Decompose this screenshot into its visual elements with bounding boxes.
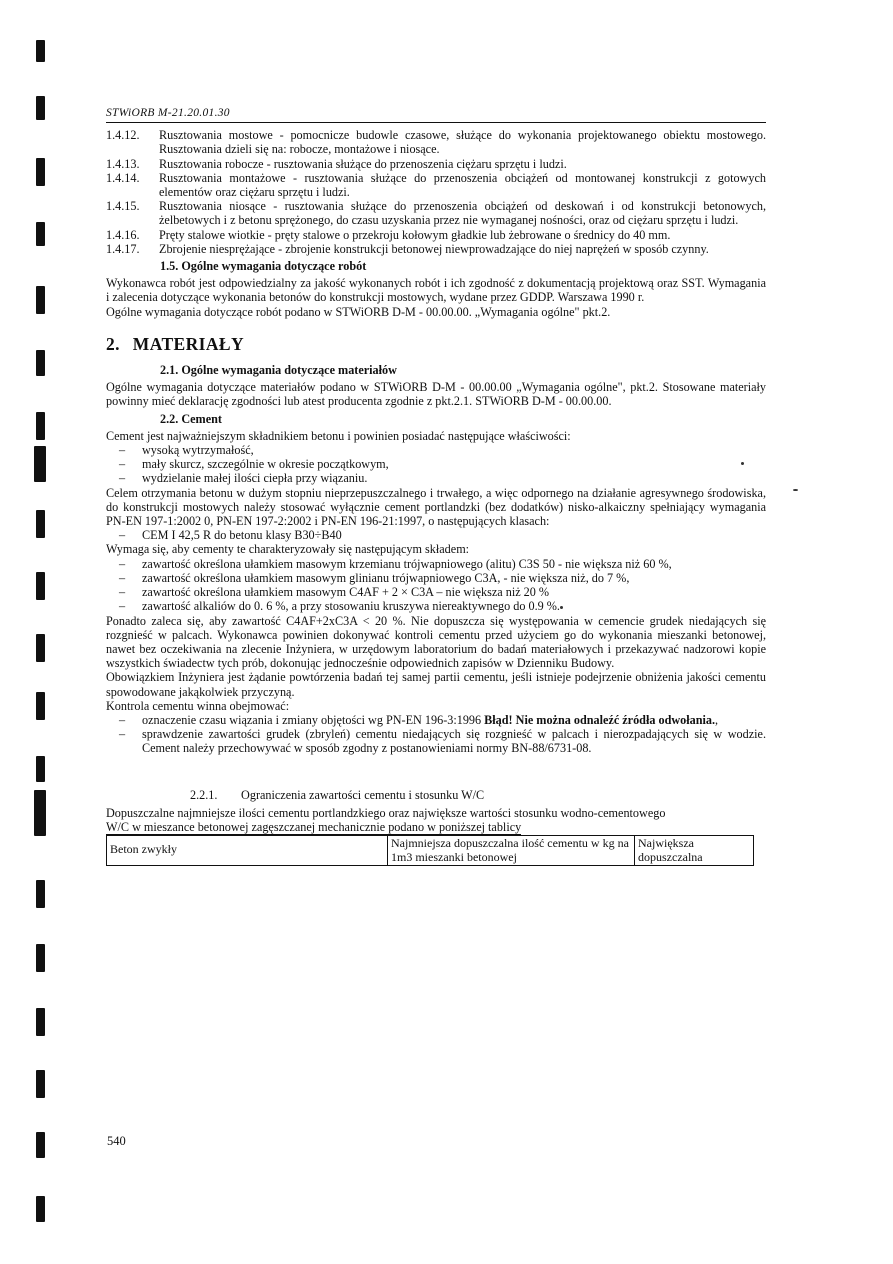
definition-text: Rusztowania montażowe - rusztowania służące do przenoszenia obciążeń od montowanej konstrukcji z gotowych elementów oraz ciężaru sprzętu i ludzi. (159, 170, 766, 200)
definition-number: 1.4.15. (106, 199, 140, 214)
paragraph: Celem otrzymania betonu w dużym stopniu nieprzepuszczalnego i trwałego, a więc odpornego na działanie agresywnego środowiska, do konstrukcji mostowych należy stosować wyłącznie cement portlandzki (bez dodatków) nisko-alkaiczny spełniający wymagania PN-EN 197-1:2002 0, PN-EN 197-2:2002 i PN-EN 196-21:1997, o następujących klasach: (106, 485, 766, 529)
paragraph: Ogólne wymagania dotyczące materiałów podano w STWiORB D-M - 00.00.00 „Wymagania ogólne", pkt.2. Stosowane materiały powinny mieć deklarację zgodności lub atest producenta zgodnie z pkt.2.1. STWiORB D-M - 00.00.00. (106, 380, 766, 409)
chapter-heading (106, 333, 766, 354)
binder-mark (36, 158, 45, 186)
definition-text: Pręty stalowe wiotkie - pręty stalowe o przekroju kołowym gładkie lub żebrowane o średnicy do 40 mm. (159, 227, 671, 242)
definition-item (106, 228, 766, 242)
paragraph: Kontrola cementu winna obejmować: (106, 698, 290, 713)
definition-number: 1.4.14. (106, 170, 140, 185)
paragraph: Ogólne wymagania dotyczące robót podano w STWiORB D-M - 00.00.00. „Wymagania ogólne" pkt.2. (106, 304, 611, 319)
page-number: 540 (107, 1134, 126, 1148)
binder-mark (36, 96, 45, 120)
property-list (106, 443, 766, 486)
list-item: – wydzielanie małej ilości ciepła przy wiązaniu. (119, 471, 368, 486)
section-heading-2-2: 2.2. Cement (160, 411, 222, 426)
binder-mark (36, 1196, 45, 1222)
table-cell: Najmniejsza dopuszczalna ilość cementu w kg na 1m3 mieszanki betonowej (388, 836, 635, 866)
paragraph: Obowiązkiem Inżyniera jest żądanie powtórzenia badań tej samej partii cementu, jeśli istnieje podejrzenie obniżenia jakości cementu spowodowane jakąkolwiek przyczyną. (106, 670, 766, 699)
list-item: – mały skurcz, szczególnie w okresie początkowym, (119, 457, 389, 472)
binder-holes (0, 0, 60, 1264)
definition-number: 1.4.12. (106, 128, 140, 143)
binder-mark (36, 40, 45, 62)
chapter-number: 2. (106, 333, 120, 354)
paragraph: Wykonawca robót jest odpowiedzialny za jakość wykonanych robót i ich zgodność z dokumentacją projektową oraz SST. Wymagania i zalecenia dotyczące wykonania betonów do konstrukcji mostowych, wydane przez GDDP. Warszawa 1990 r. (106, 276, 766, 305)
chapter-title: MATERIAŁY (132, 333, 244, 354)
paragraph: Wymaga się, aby cementy te charakteryzowały się następującym składem: (106, 542, 470, 557)
list-item: – zawartość określona ułamkiem masowym krzemianu trójwapniowego (alitu) C3S 50 - nie większa niż 60 %, (119, 556, 672, 571)
paragraph: Cement jest najważniejszym składnikiem betonu i powinien posiadać następujące właściwości: (106, 428, 571, 443)
definition-text: Rusztowania niosące - rusztowania służące do przenoszenia obciążeń od deskowań i od konstrukcji betonowych, żelbetowych i z betonu sprężonego, do czasu uzyskania przez nie wymaganej nośności, oraz od ciężaru sprzętu i ludzi. (159, 199, 766, 228)
list-item: – CEM I 42,5 R do betonu klasy B30÷B40 (119, 528, 342, 543)
definition-number: 1.4.17. (106, 241, 140, 256)
definition-number: 1.4.13. (106, 156, 140, 171)
paragraph: Ponadto zaleca się, aby zawartość C4AF+2xC3A < 20 %. Nie dopuszcza się występowania w cemencie grudek niedających się rozgnieść w palcach. Wykonawca powinien dokonywać kontroli cementu przed użyciem go do wykonania mieszanki betonowej, nawet bez oczekiwania na zlecenie Inżyniera, w urzędowym laboratorium do badań materiałowych i przekazywać nadzorowi kopie wszystkich świadectw tych prób, dokonując jednocześnie odpowiednich zapisów w Dzienniku Budowy. (106, 613, 766, 671)
scan-speck (793, 489, 798, 491)
definition-item (106, 199, 766, 227)
binder-mark (36, 412, 45, 440)
binder-mark (36, 634, 45, 662)
list-item: – zawartość określona ułamkiem masowym glinianu trójwapniowego C3A, - nie większa niż, do 7 %, (119, 570, 630, 585)
section-heading-2-1: 2.1. Ogólne wymagania dotyczące materiałów (160, 363, 397, 378)
subsection-number: 2.2.1. (190, 787, 218, 802)
document-page (106, 106, 766, 866)
section-heading-1-5: 1.5. Ogólne wymagania dotyczące robót (160, 259, 367, 274)
list-item: – sprawdzenie zawartości grudek (zbryleń) cementu niedających się rozgnieść w palcach i nierozpadających się w wodzie. Cement należy przechowywać w sposób zgodny z postanowieniami normy BN-88/6731-08. (119, 727, 766, 756)
definition-text: Rusztowania robocze - rusztowania służące do przenoszenia ciężaru sprzętu i ludzi. (159, 156, 567, 171)
definition-number: 1.4.16. (106, 227, 140, 242)
subsection-title: Ograniczenia zawartości cementu i stosunku W/C (241, 787, 485, 802)
section-heading-2-2-1 (190, 788, 766, 802)
definition-item (106, 242, 766, 256)
binder-mark (36, 510, 45, 538)
definition-item (106, 128, 766, 156)
reference-error: Błąd! Nie można odnaleźć źródła odwołania. (484, 712, 716, 727)
binder-mark (36, 692, 45, 720)
paragraph-underlined: W/C w mieszance betonowej zagęszczanej mechanicznie podano w poniższej tablicy (106, 819, 522, 834)
binder-mark (36, 944, 45, 972)
control-list (106, 713, 766, 756)
binder-mark (36, 1070, 45, 1098)
cement-class-list (106, 528, 766, 542)
binder-mark (36, 756, 45, 782)
definition-text: Rusztowania mostowe - pomocnicze budowle czasowe, służące do wykonania projektowanego obiektu mostowego. Rusztowania dzieli się na: robocze, montażowe i niosące. (159, 128, 766, 157)
table-cell: Największa dopuszczalna (635, 836, 754, 866)
binder-mark (36, 1132, 45, 1158)
list-item: – zawartość określona ułamkiem masowym C4AF + 2 × C3A – nie większa niż 20 % (119, 585, 550, 600)
definition-item (106, 157, 766, 171)
cement-limits-table (106, 835, 754, 866)
paragraph: Dopuszczalne najmniejsze ilości cementu portlandzkiego oraz największe wartości stosunku wodno-cementowego (106, 805, 666, 820)
binder-mark (36, 1008, 45, 1036)
binder-mark (36, 286, 45, 314)
definition-text: Zbrojenie niesprężające - zbrojenie konstrukcji betonowej niewprowadzające do niej naprężeń w sposób czynny. (159, 241, 709, 256)
page-header: STWiORB M-21.20.01.30 (106, 106, 766, 123)
binder-mark (36, 350, 45, 376)
definition-item (106, 171, 766, 199)
binder-mark (34, 790, 46, 836)
binder-mark (34, 446, 46, 482)
composition-list (106, 557, 766, 614)
binder-mark (36, 880, 45, 908)
list-item: – wysoką wytrzymałość, (119, 443, 254, 458)
list-item: – zawartość alkaliów do 0. 6 %, a przy stosowaniu kruszywa niereaktywnego do 0.9 %. (119, 599, 560, 614)
binder-mark (36, 572, 45, 600)
list-item: – oznaczenie czasu wiązania i zmiany objętości wg PN-EN 196-3:1996 Błąd! Nie można odnaleźć źródła odwołania., (119, 712, 719, 727)
table-cell: Beton zwykły (107, 836, 388, 866)
binder-mark (36, 222, 45, 246)
table-row (107, 836, 754, 866)
